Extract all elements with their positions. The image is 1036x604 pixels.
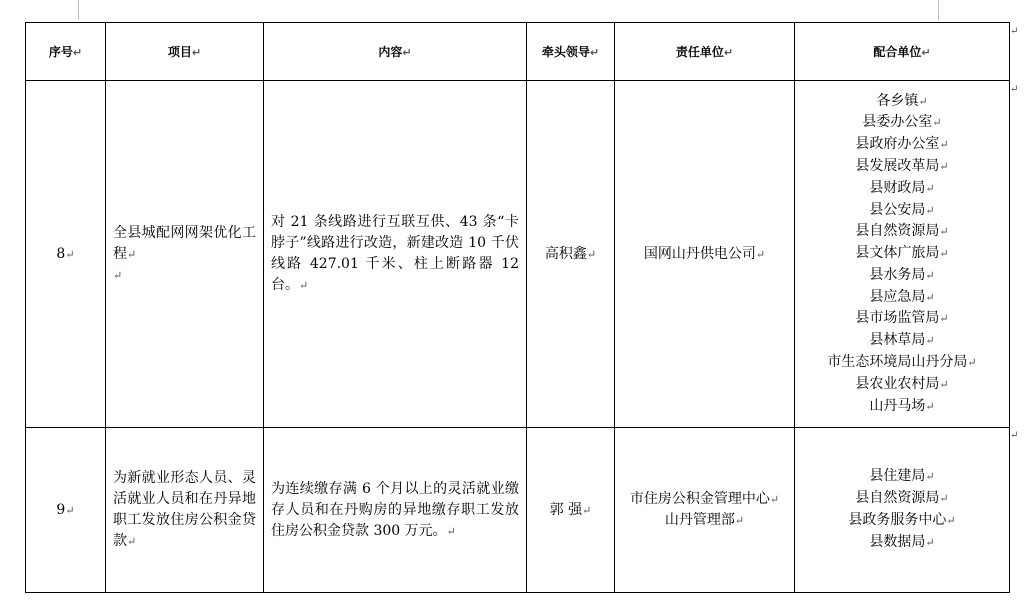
row-end-mark: ↵ [1010,26,1019,37]
cell-content: 为连续缴存满 6 个月以上的灵活就业缴存人员和在丹购房的异地缴存职工发放住房公积金贷款 300 万元。↵ [264,428,527,593]
cell-content: 对 21 条线路进行互联互供、43 条“卡脖子”线路进行改造，新建改造 10 千伏线路 427.01 千米、柱上断路器 12 台。↵ [264,81,527,428]
table-row [26,81,1010,428]
cell-no: 8↵ [26,81,106,428]
header-no: 序号↵ [26,23,106,81]
list-item: 县公安局↵ [869,201,935,218]
list-item: 县委办公室↵ [862,114,942,131]
list-item: 县自然资源局↵ [855,223,949,240]
cell-leader: 高积鑫↵ [527,81,615,428]
list-item: 县文体广旅局↵ [855,245,949,262]
page-corner-mark-right [938,0,939,20]
header-leader: 牵头领导↵ [527,23,615,81]
cell-leader: 郭 强↵ [527,428,615,593]
list-item: 县发展改革局↵ [855,157,949,174]
list-item: 市生态环境局山丹分局↵ [827,354,977,371]
header-cooperating: 配合单位↵ [795,23,1010,81]
list-item: 县数据局↵ [869,533,935,550]
list-item: 县政府办公室↵ [855,136,949,153]
row-end-mark: ↵ [1010,430,1019,441]
header-content: 内容↵ [264,23,527,81]
cell-responsible: 国网山丹供电公司↵ [615,81,795,428]
header-project: 项目↵ [106,23,264,81]
cell-cooperating [795,81,1010,428]
list-item: 县应急局↵ [869,288,935,305]
header-responsible: 责任单位↵ [615,23,795,81]
row-end-mark: ↵ [1010,84,1019,95]
list-item: 县林草局↵ [869,332,935,349]
list-item: 县政务服务中心↵ [848,512,956,528]
list-item: 县住建局↵ [869,468,935,485]
cell-project: 全县城配网网架优化工程↵ ↵ [106,81,264,428]
task-table [25,22,1010,593]
list-item: 县自然资源局↵ [855,490,949,507]
list-item: 各乡镇↵ [876,92,928,109]
header-row [26,23,1010,81]
list-item: 县水务局↵ [869,266,935,283]
list-item: 县市场监管局↵ [855,310,949,327]
cell-cooperating [795,428,1010,593]
cell-responsible: 市住房公积金管理中心↵ 山丹管理部↵ [615,428,795,593]
table-row [26,428,1010,593]
cell-project: 为新就业形态人员、灵活就业人员和在丹异地职工发放住房公积金贷款↵ [106,428,264,593]
list-item: 县财政局↵ [869,179,935,196]
cell-no: 9↵ [26,428,106,593]
page-corner-mark-left [78,0,79,20]
list-item: 县农业农村局↵ [855,375,949,392]
list-item: 山丹马场↵ [869,397,935,414]
